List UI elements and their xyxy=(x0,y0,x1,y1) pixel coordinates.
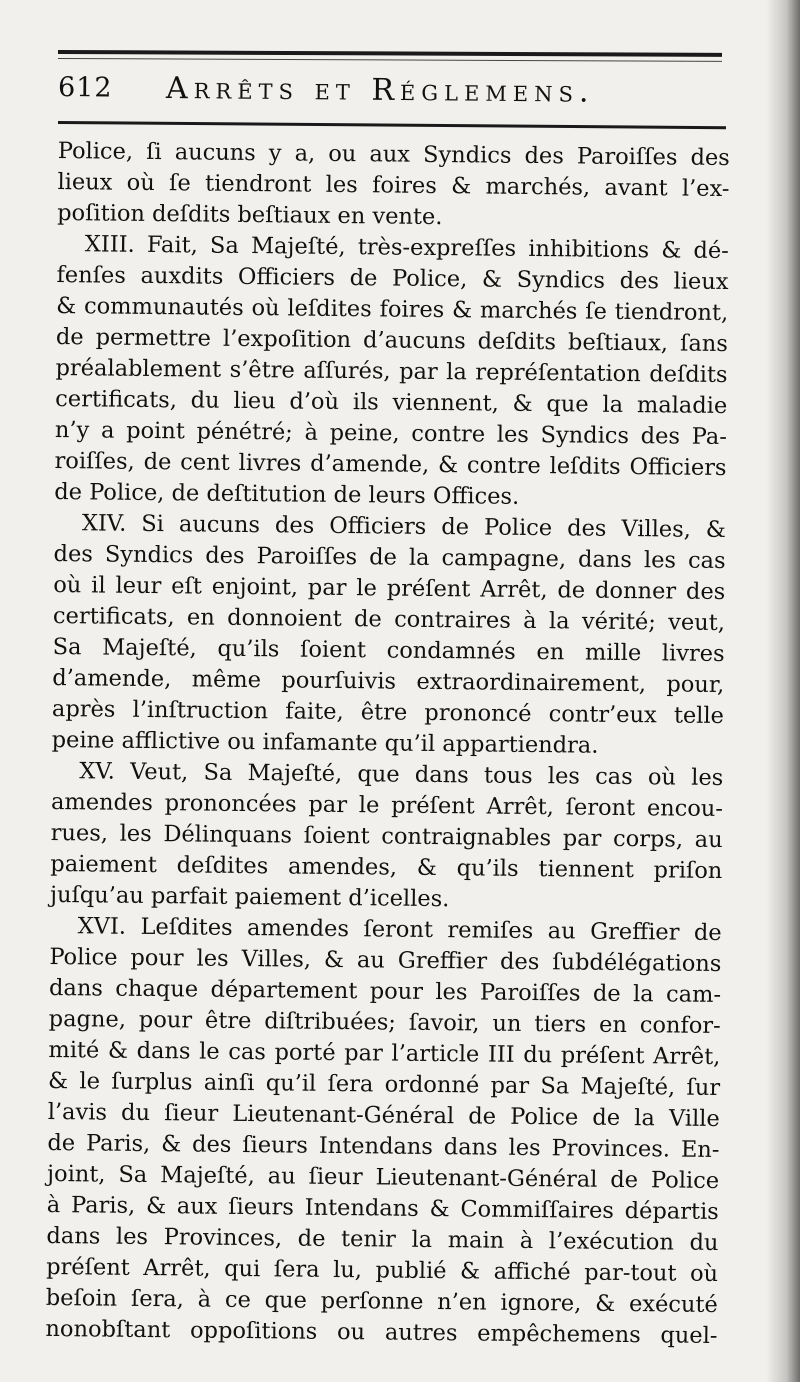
text-line: de permettre l’expoſition d’aucuns deſdits beſtiaux, ſans xyxy=(55,323,728,358)
page-edge-shadow xyxy=(766,0,800,1382)
text-line: fenſes auxdits Officiers de Police, & Syndics des lieux xyxy=(56,261,729,296)
top-rule-thin xyxy=(58,58,722,62)
text-line: roiſſes, de cent livres d’amende, & contre leſdits Officiers xyxy=(54,447,727,482)
text-line: & communautés où leſdites foires & marchés ſe tiendront, xyxy=(56,292,729,327)
text-line: mité & dans le cas porté par l’article III du préſent Arrêt, xyxy=(48,1036,721,1070)
text-line: poſition deſdits beſtiaux en vente. xyxy=(57,199,443,231)
text-line: joint, Sa Majeſté, au ſieur Lieutenant-Général de Police xyxy=(46,1160,720,1194)
text-line: n’y a point pénétré; à peine, contre les Syndics des Pa- xyxy=(54,416,728,451)
text-line: d’amende, même pourſuivis extraordinairement, pour, xyxy=(52,664,725,699)
text-line: de Police, de deſtitution de leurs Offices. xyxy=(54,478,520,510)
text-line: où il leur eſt enjoint, par le préſent Arrêt, de donner des xyxy=(53,571,726,606)
text-line: XIII. Fait, Sa Majeſté, très-expreſſes inhibitions & dé- xyxy=(84,231,729,265)
text-line: de Paris, & des ſieurs Intendans dans les Provinces. En- xyxy=(47,1129,720,1163)
text-line: XV. Veut, Sa Majeſté, que dans tous les cas où les xyxy=(79,758,724,792)
text-line: Police pour les Villes, & au Greffier des ſubdélégations xyxy=(49,943,722,977)
text-line: des Syndics des Paroiſſes de la campagne, dans les cas xyxy=(53,540,726,575)
text-line: à Paris, & aux ſieurs Intendans & Commiſſaires départis xyxy=(46,1191,719,1225)
text-line: & le ſurplus ainſi qu’il ſera ordonné par Sa Majeſté, ſur xyxy=(47,1067,721,1101)
top-rule xyxy=(58,50,722,57)
header-rule xyxy=(58,121,726,129)
text-line: peine afflictive ou infamante qu’il appartiendra. xyxy=(51,726,599,759)
page-number: 612 xyxy=(57,72,113,104)
text-line: après l’inſtruction faite, être prononcé contr’eux telle xyxy=(51,695,725,730)
text-line: lieux où ſe tiendront les foires & marchés, avant l’ex- xyxy=(57,168,730,203)
text-line: XVI. Leſdites amendes ſeront remiſes au Greffier de xyxy=(77,913,722,946)
text-line: dans les Provinces, de tenir la main à l’exécution du xyxy=(46,1222,719,1256)
body-text xyxy=(45,136,730,1352)
page-header xyxy=(58,68,722,118)
text-line: certificats, en donnoient de contraires à la vérité; veut, xyxy=(52,602,726,637)
text-line: paiement deſdites amendes, & qu’ils tiennent priſon xyxy=(50,850,723,884)
text-line: nonobſtant oppoſitions ou autres empêchemens quel- xyxy=(45,1315,718,1349)
text-line: Police, ſi aucuns y a, ou aux Syndics des Paroiſſes des xyxy=(57,137,730,172)
text-line: l’avis du ſieur Lieutenant-Général de Police de la Ville xyxy=(47,1098,720,1132)
text-line: pagne, pour être diſtribuées; ſavoir, un tiers en confor- xyxy=(48,1005,721,1039)
text-line: préalablement s’être aſſurés, par la repréſentation deſdits xyxy=(55,354,728,389)
text-line: beſoin ſera, à ce que perſonne n’en ignore, & exécuté xyxy=(45,1284,718,1318)
text-line: préſent Arrêt, qui ſera lu, publié & affiché par-tout où xyxy=(46,1253,719,1287)
text-line: XIV. Si aucuns des Officiers de Police des Villes, & xyxy=(81,510,727,544)
text-line: rues, les Délinquans ſoient contraignables par corps, au xyxy=(50,819,723,853)
text-line: amendes prononcées par le préſent Arrêt, ſeront encou- xyxy=(50,788,724,822)
text-line: juſqu’au parfait paiement d’icelles. xyxy=(49,881,450,913)
running-head: Arrêts et Réglemens. xyxy=(165,70,595,110)
text-line: certificats, du lieu d’où ils viennent, & que la maladie xyxy=(55,385,728,420)
text-line: dans chaque département pour les Paroiſſes de la cam- xyxy=(48,974,722,1008)
text-line: Sa Majeſté, qu’ils ſoient condamnés en mille livres xyxy=(52,633,725,668)
